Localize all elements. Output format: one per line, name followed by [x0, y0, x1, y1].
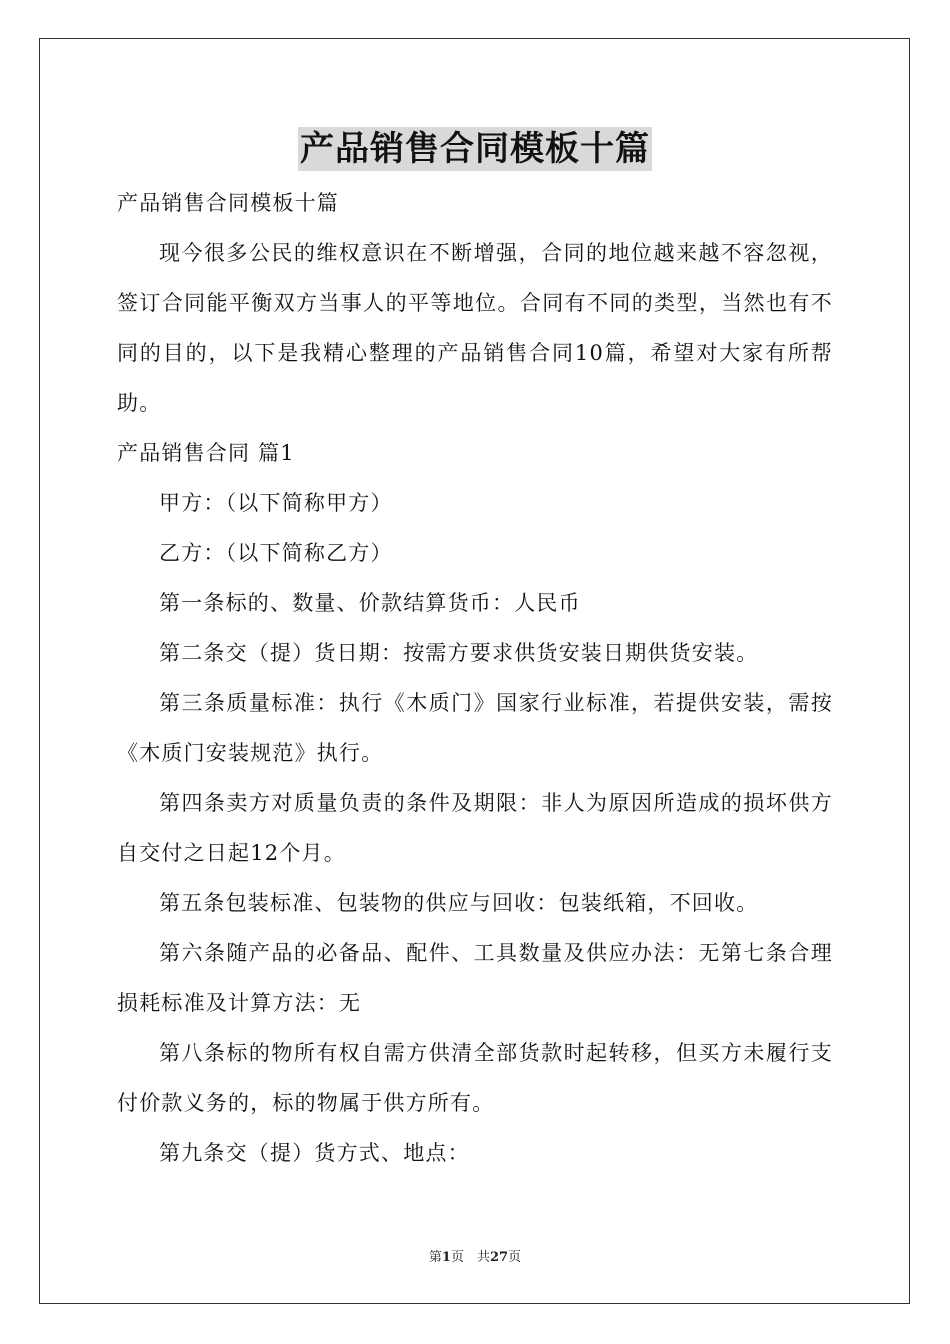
clause-2: 第二条交（提）货日期：按需方要求供货安装日期供货安装。: [159, 641, 759, 665]
page-footer: [0, 1246, 950, 1265]
section-heading: 产品销售合同 篇1: [117, 441, 295, 465]
footer-suffix: 页: [508, 1250, 522, 1265]
document-title: [0, 127, 950, 171]
clause-3: 第三条质量标准：执行《木质门》国家行业标准，若提供安装，需按《木质门安装规范》执行。: [117, 691, 833, 765]
clause-9: 第九条交（提）货方式、地点：: [159, 1141, 470, 1165]
clause-6-7: 第六条随产品的必备品、配件、工具数量及供应办法：无第七条合理损耗标准及计算方法：无: [117, 941, 833, 1015]
footer-prefix: 第: [428, 1250, 442, 1265]
clause-8: 第八条标的物所有权自需方供清全部货款时起转移，但买方未履行支付价款义务的，标的物属于供方所有。: [117, 1041, 833, 1115]
clause-4: 第四条卖方对质量负责的条件及期限：非人为原因所造成的损坏供方自交付之日起12个月。: [117, 791, 833, 865]
party-b-line: 乙方：（以下简称乙方）: [159, 541, 393, 565]
party-a-line: 甲方：（以下简称甲方）: [159, 491, 393, 515]
clause-5: 第五条包装标准、包装物的供应与回收：包装纸箱，不回收。: [159, 891, 759, 915]
document-body: [117, 178, 833, 1178]
clause-1: 第一条标的、数量、价款结算货币：人民币: [159, 591, 581, 615]
footer-total-pages: 27: [489, 1250, 509, 1265]
footer-mid: 页 共: [450, 1250, 490, 1265]
document-title-text: 产品销售合同模板十篇: [300, 129, 650, 169]
subtitle-line: 产品销售合同模板十篇: [117, 191, 339, 215]
footer-page-number: 1: [441, 1250, 451, 1265]
intro-paragraph: 现今很多公民的维权意识在不断增强，合同的地位越来越不容忽视，签订合同能平衡双方当事人的平等地位。合同有不同的类型，当然也有不同的目的，以下是我精心整理的产品销售合同10篇，希望对大家有所帮助。: [117, 241, 833, 415]
